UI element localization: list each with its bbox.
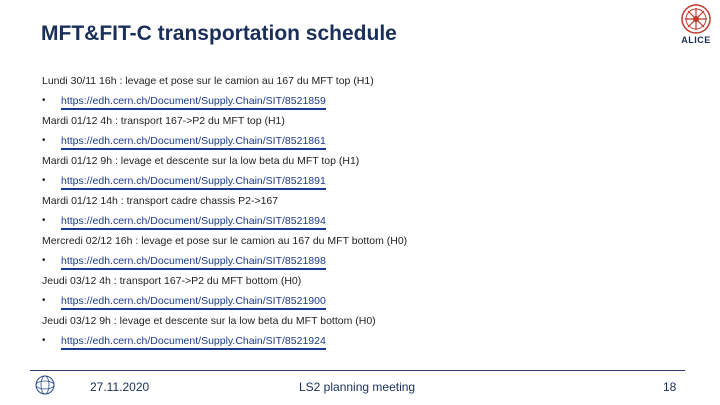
bullet-icon: • xyxy=(42,175,46,186)
schedule-item xyxy=(42,154,662,194)
schedule-item-link-row xyxy=(42,214,662,234)
schedule-item-text: Mardi 01/12 14h : transport cadre chassis P2->167 xyxy=(42,195,279,207)
bullet-icon: • xyxy=(42,255,46,266)
schedule-item xyxy=(42,314,662,354)
bullet-icon: • xyxy=(42,295,46,306)
schedule-item-link-row xyxy=(42,294,662,314)
schedule-item-text: Jeudi 03/12 9h : levage et descente sur la low beta du MFT bottom (H0) xyxy=(42,315,376,327)
schedule-item-link-row xyxy=(42,134,662,154)
schedule-item-text: Mardi 01/12 9h : levage et descente sur la low beta du MFT top (H1) xyxy=(42,155,360,167)
schedule-link[interactable]: https://edh.cern.ch/Document/Supply.Chain/SIT/8521859 xyxy=(61,94,326,110)
schedule-link[interactable]: https://edh.cern.ch/Document/Supply.Chain/SIT/8521894 xyxy=(61,214,326,230)
schedule-link[interactable]: https://edh.cern.ch/Document/Supply.Chain/SIT/8521861 xyxy=(61,134,326,150)
schedule-item-link-row xyxy=(42,254,662,274)
alice-logo xyxy=(676,3,716,49)
schedule-item-text: Mercredi 02/12 16h : levage et pose sur le camion au 167 du MFT bottom (H0) xyxy=(42,235,408,247)
page-number: 18 xyxy=(663,380,677,394)
schedule-item xyxy=(42,234,662,274)
footer-date: 27.11.2020 xyxy=(90,380,150,394)
schedule-item-text: Lundi 30/11 16h : levage et pose sur le camion au 167 du MFT top (H1) xyxy=(42,75,374,87)
schedule-list xyxy=(42,74,662,354)
schedule-item-link-row xyxy=(42,334,662,354)
schedule-item xyxy=(42,194,662,234)
footer-title: LS2 planning meeting xyxy=(299,380,416,394)
schedule-item xyxy=(42,114,662,154)
schedule-item-link-row xyxy=(42,94,662,114)
schedule-link[interactable]: https://edh.cern.ch/Document/Supply.Chain/SIT/8521924 xyxy=(61,334,326,350)
slide-title: MFT&FIT-C transportation schedule xyxy=(41,22,397,45)
schedule-item xyxy=(42,274,662,314)
schedule-item-text: Mardi 01/12 4h : transport 167->P2 du MFT top (H1) xyxy=(42,115,285,127)
cern-logo-icon xyxy=(34,374,56,396)
alice-logo-label: ALICE xyxy=(681,35,711,45)
schedule-item-text: Jeudi 03/12 4h : transport 167->P2 du MFT bottom (H0) xyxy=(42,275,302,287)
bullet-icon: • xyxy=(42,135,46,146)
schedule-link[interactable]: https://edh.cern.ch/Document/Supply.Chain/SIT/8521900 xyxy=(61,294,326,310)
bullet-icon: • xyxy=(42,215,46,226)
footer-divider xyxy=(30,370,685,371)
schedule-link[interactable]: https://edh.cern.ch/Document/Supply.Chain/SIT/8521898 xyxy=(61,254,326,270)
schedule-link[interactable]: https://edh.cern.ch/Document/Supply.Chain/SIT/8521891 xyxy=(61,174,326,190)
bullet-icon: • xyxy=(42,335,46,346)
bullet-icon: • xyxy=(42,95,46,106)
alice-logo-icon xyxy=(676,3,716,37)
schedule-item-link-row xyxy=(42,174,662,194)
schedule-item xyxy=(42,74,662,114)
